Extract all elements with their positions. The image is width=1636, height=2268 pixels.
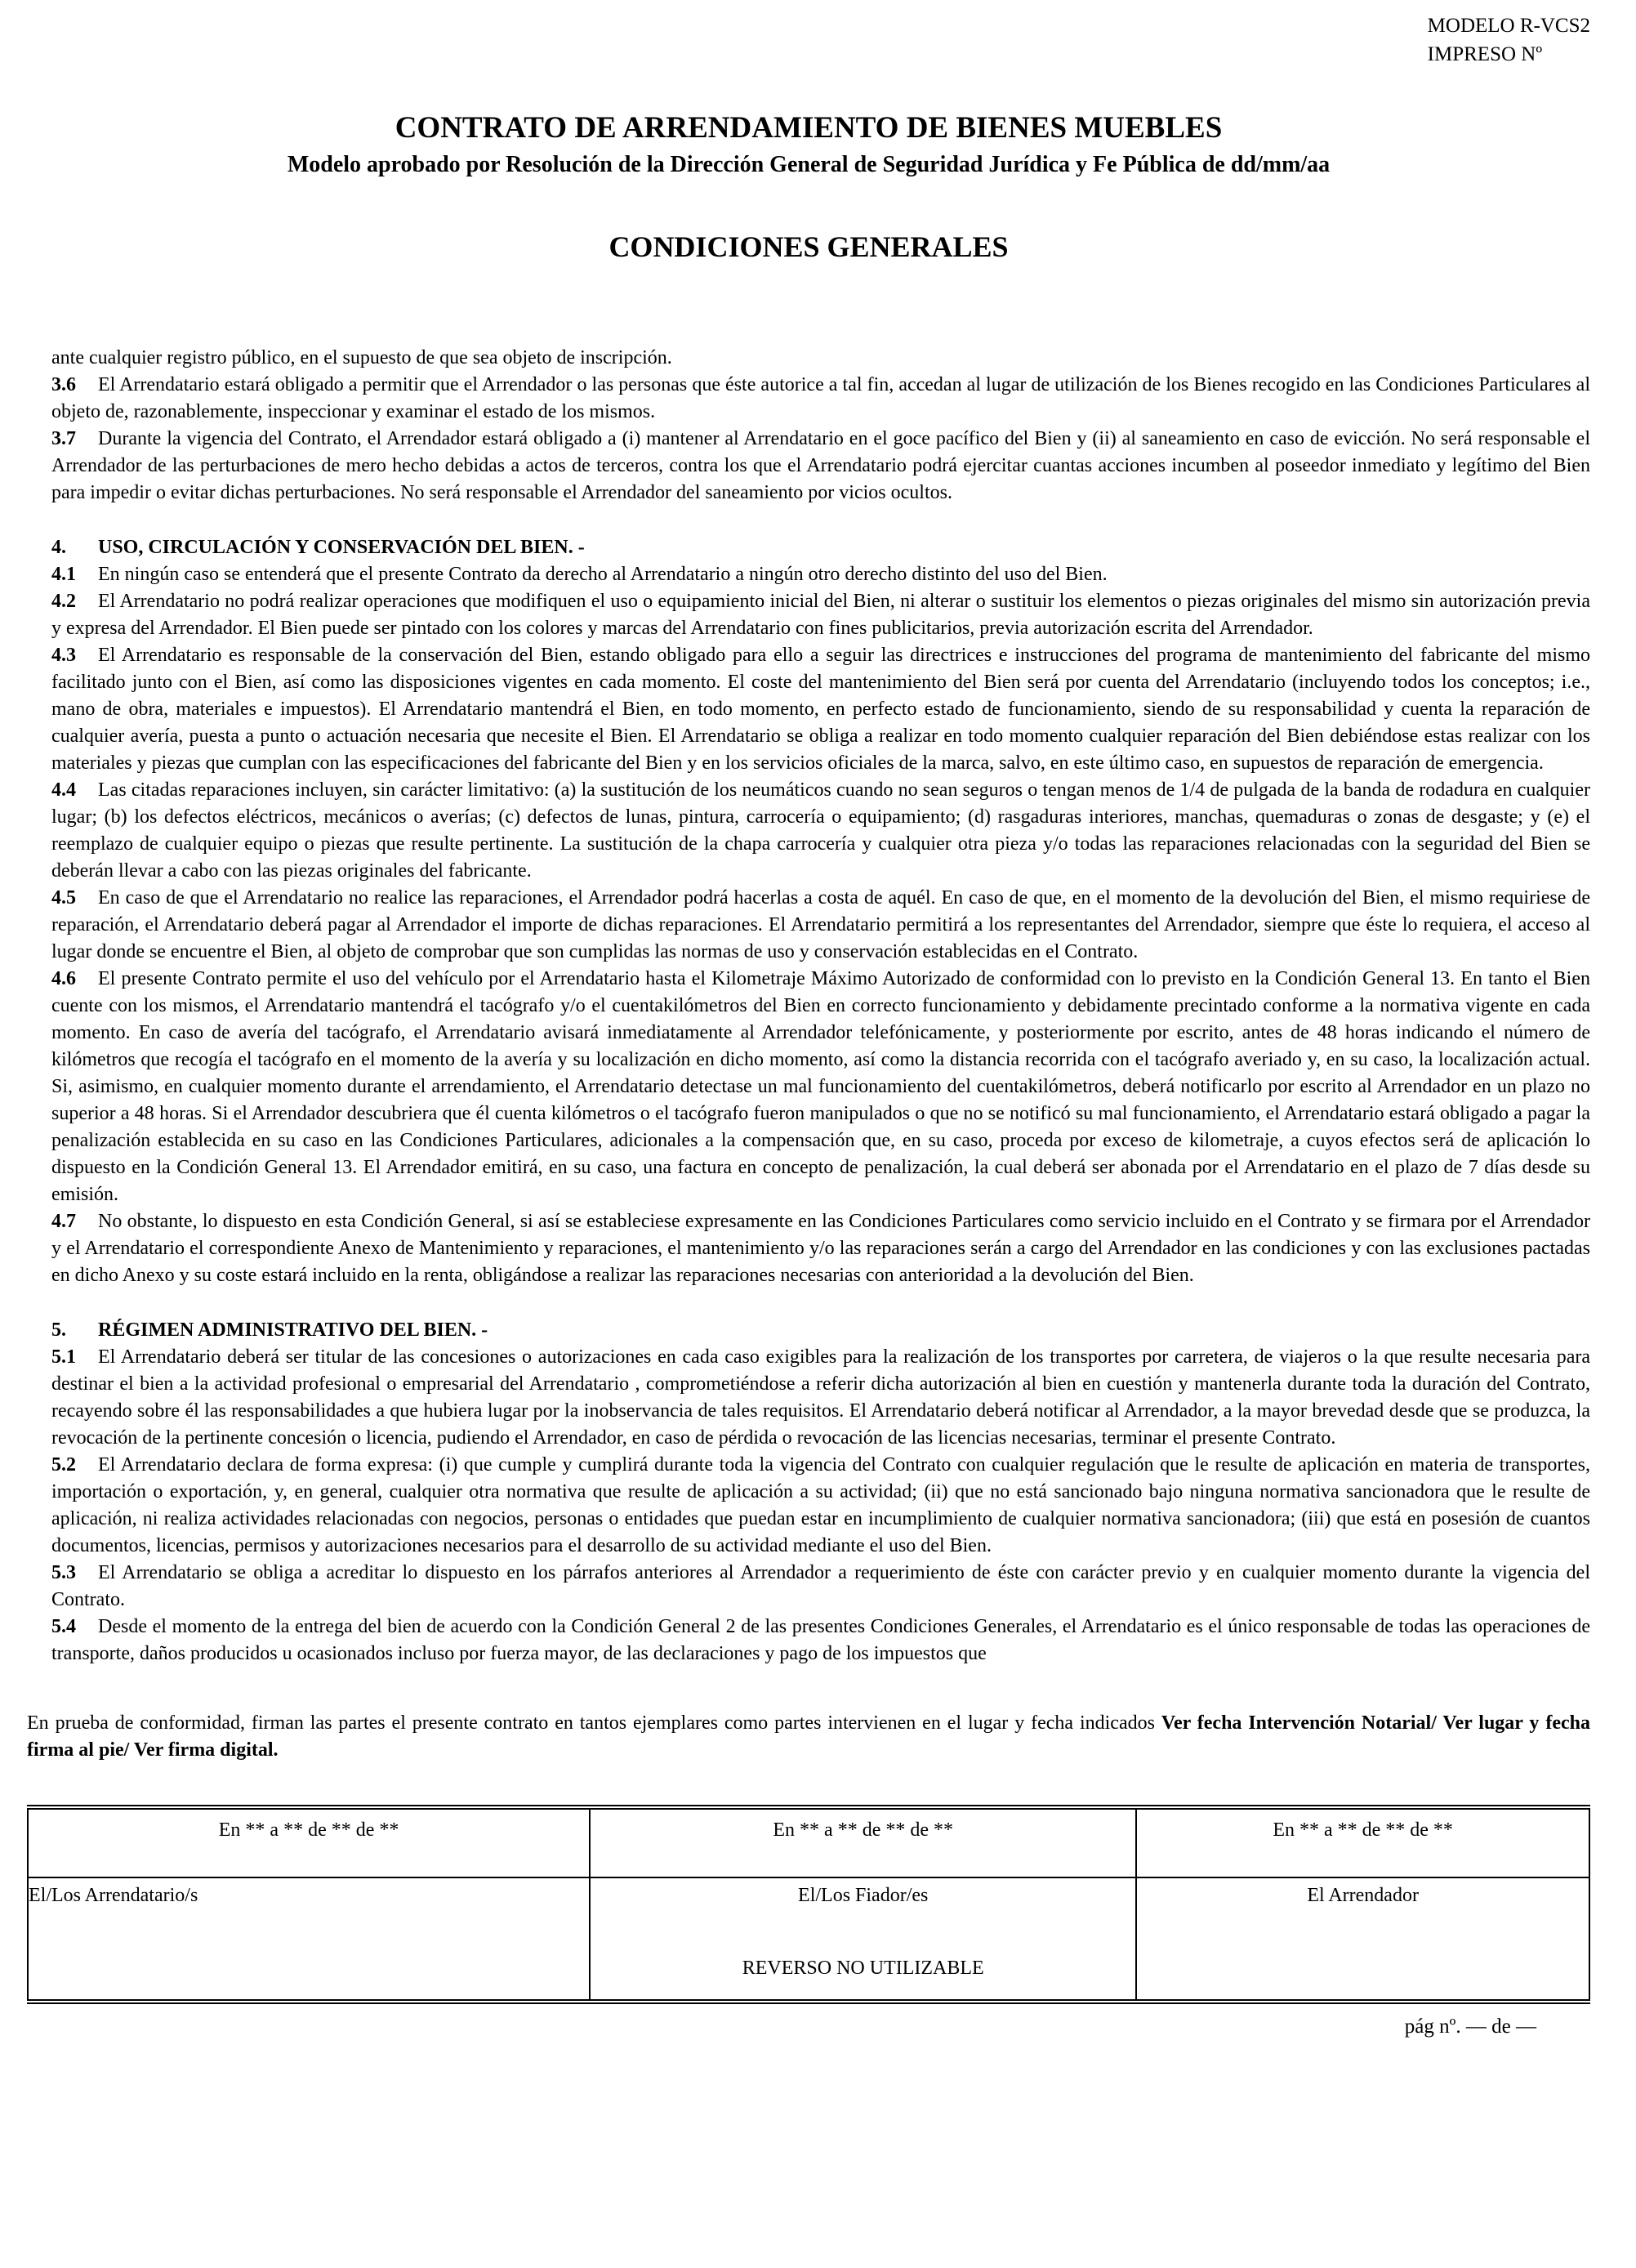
closing-text: En prueba de conformidad, firman las partes el presente contrato en tantos ejemplares como partes intervienen en el lugar y fecha indicados bbox=[27, 1712, 1161, 1734]
clause-text: El presente Contrato permite el uso del vehículo por el Arrendatario hasta el Kilometraje Máximo Autorizado de conformidad con lo previsto en la Condición General 13. En tanto el Bien cuente con los mismos, el Arrendatario mantendrá el tacógrafo y/o el cuentakilómetros del Bien en correcto funcionamiento y debidamente precintado conforme a la normativa vigente en cada momento. En caso de avería del tacógrafo, el Arrendatario avisará inmediatamente al Arrendador telefónicamente, y posteriormente por escrito, antes de 48 horas indicando el número de kilómetros que recogía el tacógrafo en el momento de la avería y su localización en dicho momento, así como la distancia recorrida con el tacógrafo averiado y, en su caso, la localización actual. Si, asimismo, en cualquier momento durante el arrendamiento, el Arrendatario detectase un mal funcionamiento del cuentakilómetros, deberá notificarlo por escrito al Arrendador en un plazo no superior a 48 horas. Si el Arrendador descubriera que él cuenta kilómetros o el tacógrafo fueron manipulados o que no se notificó su mal funcionamiento, el Arrendatario estará obligado a pagar la penalización establecida en su caso en las Condiciones Particulares, adicionales a la compensación que, en su caso, proceda por exceso de kilometraje, a cuyos efectos será de aplicación lo dispuesto en la Condición General 13. El Arrendador emitirá, en su caso, una factura en concepto de penalización, la cual deberá ser abonada por el Arrendatario en el plazo de 7 días desde su emisión. bbox=[51, 968, 1590, 1205]
clause-number: 4.6 bbox=[51, 968, 76, 989]
clause-5-4 bbox=[51, 1614, 1590, 1668]
clause-4-4 bbox=[51, 777, 1590, 885]
section-4-heading bbox=[51, 534, 1590, 561]
clause-text: Las citadas reparaciones incluyen, sin carácter limitativo: (a) la sustitución de los neumáticos cuando no sean seguros o tengan menos de 1/4 de pulgada de la banda de rodadura en cualquier lugar; (b) los defectos eléctricos, mecánicos o averías; (c) defectos de lunas, pintura, carrocería o equipamiento; (d) rasgaduras interiores, manchas, quemaduras o zonas de desgaste; y (e) el reemplazo de cualquier equipo o piezas que resulte pertinente. La sustitución de la chapa carrocería y cualquier otra pieza y/o todas las reparaciones relacionadas con la seguridad del Bien se deberán llevar a cabo con las piezas originales del fabricante. bbox=[51, 779, 1590, 882]
clause-text: En ningún caso se entenderá que el presente Contrato da derecho al Arrendatario a ningún otro derecho distinto del uso del Bien. bbox=[98, 564, 1108, 585]
clause-5-3 bbox=[51, 1560, 1590, 1614]
clause-4-2 bbox=[51, 588, 1590, 642]
signature-party-row bbox=[28, 1877, 1589, 2002]
contract-body bbox=[51, 345, 1590, 1668]
clause-3-6 bbox=[51, 372, 1590, 426]
party-label-fiador: El/Los Fiador/es bbox=[798, 1885, 929, 1906]
document-title: CONTRATO DE ARRENDAMIENTO DE BIENES MUEBLES bbox=[395, 111, 1223, 145]
document-subtitle: Modelo aprobado por Resolución de la Dirección General de Seguridad Jurídica y Fe Pública de dd/mm/aa bbox=[287, 152, 1331, 177]
document-header bbox=[27, 11, 1590, 69]
clause-text: El Arrendatario no podrá realizar operaciones que modifiquen el uso o equipamiento inicial del Bien, ni alterar o sustituir los elementos o piezas originales del mismo sin autorización previa y expresa del Arrendador. El Bien puede ser pintado con los colores y marcas del Arrendatario con fines publicitarios, previa autorización escrita del Arrendador. bbox=[51, 591, 1590, 639]
clause-number: 3.7 bbox=[51, 428, 76, 449]
clause-text: El Arrendatario se obliga a acreditar lo dispuesto en los párrafos anteriores al Arrendador a requerimiento de éste con carácter previo y en cualquier momento durante la vigencia del Contrato. bbox=[51, 1562, 1590, 1610]
clause-text: El Arrendatario deberá ser titular de las concesiones o autorizaciones en cada caso exigibles para la realización de los transportes por carretera, de viajeros o la que resulte necesaria para destinar el bien a la actividad profesional o empresarial del Arrendatario , comprometiéndose a referir dicha autorización al bien en cuestión y mantenerla durante toda la duración del Contrato, recayendo sobre él las responsabilidades a que hubiera lugar por la inobservancia de tales requisitos. El Arrendatario deberá notificar al Arrendador, a la mayor brevedad desde que se produzca, la revocación de la pertinente concesión o licencia, pudiendo el Arrendador, en caso de pérdida o revocación de las licencias necesarias, terminar el presente Contrato. bbox=[51, 1346, 1590, 1449]
clause-4-3 bbox=[51, 642, 1590, 777]
clause-number: 4.2 bbox=[51, 591, 76, 612]
clause-number: 5.3 bbox=[51, 1562, 76, 1583]
clause-4-1 bbox=[51, 561, 1590, 588]
clause-4-5 bbox=[51, 885, 1590, 966]
clause-5-1 bbox=[51, 1344, 1590, 1452]
clause-number: 4.3 bbox=[51, 645, 76, 666]
clause-number: 5.1 bbox=[51, 1346, 76, 1368]
clause-number: 4.1 bbox=[51, 564, 76, 585]
reverse-not-usable-note: REVERSO NO UTILIZABLE bbox=[742, 1958, 984, 1979]
party-label-arrendador: El Arrendador bbox=[1307, 1885, 1419, 1906]
clause-text: El Arrendatario declara de forma expresa: (i) que cumple y cumplirá durante toda la vigencia del Contrato con cualquier regulación que le resulte de aplicación en materia de transportes, importación o exportación, y, en general, cualquier otra normativa que resulte de aplicación a su actividad; (ii) que no está sancionado bajo ninguna normativa sancionadora que le resulte de aplicación, ni realiza actividades relacionadas con negocios, personas o entidades que puedan estar en incumplimiento de cualquier normativa sancionadora; (iii) que está en posesión de cuantos documentos, licencias, permisos y autorizaciones necesarios para el desarrollo de su actividad mediante el uso del Bien. bbox=[51, 1454, 1590, 1556]
clause-number: 5.4 bbox=[51, 1616, 76, 1637]
clause-text: No obstante, lo dispuesto en esta Condición General, si así se estableciese expresamente en las Condiciones Particulares como servicio incluido en el Contrato y se firmara por el Arrendador y el Arrendatario el correspondiente Anexo de Mantenimiento y reparaciones, el mantenimiento y/o las reparaciones serán a cargo del Arrendador en las condiciones y con las exclusiones pactadas en dicho Anexo y su coste estará incluido en la renta, obligándose a realizar las reparaciones necesarias con anterioridad a la devolución del Bien. bbox=[51, 1211, 1590, 1286]
section-title: RÉGIMEN ADMINISTRATIVO DEL BIEN. - bbox=[98, 1319, 488, 1341]
clause-number: 4.4 bbox=[51, 779, 76, 801]
clause-4-7 bbox=[51, 1208, 1590, 1289]
date-cell-fiador: En ** a ** de ** de ** bbox=[590, 1807, 1136, 1877]
closing-statement bbox=[27, 1710, 1590, 1764]
party-cell-fiador bbox=[590, 1877, 1136, 2002]
signature-table bbox=[27, 1805, 1590, 2004]
signature-date-row bbox=[28, 1807, 1589, 1877]
section-title: USO, CIRCULACIÓN Y CONSERVACIÓN DEL BIEN. - bbox=[98, 537, 585, 558]
printed-number-label: IMPRESO Nº bbox=[1427, 43, 1543, 65]
page-number-footer: pág nº. — de — bbox=[1404, 2016, 1536, 2038]
clause-text: En caso de que el Arrendatario no realice las reparaciones, el Arrendador podrá hacerlas a costa de aquél. En caso de que, en el momento de la devolución del Bien, el mismo requiriese de reparación, el Arrendatario deberá pagar al Arrendador el importe de dichas reparaciones. El Arrendatario permitirá a los representantes del Arrendador, siempre que éste lo requiera, el acceso al lugar donde se encuentre el Bien, al objeto de comprobar que son cumplidas las normas de uso y conservación establecidas en el Contrato. bbox=[51, 887, 1590, 962]
section-number: 4. bbox=[51, 537, 66, 558]
date-cell-arrendatario: En ** a ** de ** de ** bbox=[28, 1807, 590, 1877]
closing-signature-instructions: Ver fecha Intervención Notarial/ Ver lugar y fecha firma al pie/ Ver firma digital. bbox=[27, 1712, 1590, 1761]
general-conditions-heading: CONDICIONES GENERALES bbox=[608, 230, 1009, 263]
date-cell-arrendador: En ** a ** de ** de ** bbox=[1136, 1807, 1589, 1877]
party-label-arrendatario: El/Los Arrendatario/s bbox=[29, 1885, 198, 1906]
party-cell-arrendatario bbox=[28, 1877, 590, 2002]
clause-text: Desde el momento de la entrega del bien de acuerdo con la Condición General 2 de las presentes Condiciones Generales, el Arrendatario es el único responsable de todas las operaciones de transporte, daños producidos u ocasionados incluso por fuerza mayor, de las declaraciones y pago de los impuestos que bbox=[51, 1616, 1590, 1664]
clause-text: El Arrendatario es responsable de la conservación del Bien, estando obligado para ello a seguir las directrices e instrucciones del programa de mantenimiento del fabricante del mismo facilitado junto con el Bien, así como las disposiciones vigentes en cada momento. El coste del mantenimiento del Bien será por cuenta del Arrendatario (incluyendo todos los conceptos; i.e., mano de obra, materiales e impuestos). El Arrendatario mantendrá el Bien, en todo momento, en perfecto estado de funcionamiento, siendo de su responsabilidad y cuenta la reparación de cualquier avería, puesta a punto o actuación necesaria que necesite el Bien. El Arrendatario se obliga a realizar en todo momento cualquier reparación del Bien debiéndose estas realizar con los materiales y piezas que cumplan con las especificaciones del fabricante del Bien y en los servicios oficiales de la marca, salvo, en este último caso, en supuestos de reparación de emergencia. bbox=[51, 645, 1590, 774]
clause-text: Durante la vigencia del Contrato, el Arrendador estará obligado a (i) mantener al Arrendatario en el goce pacífico del Bien y (ii) al saneamiento en caso de evicción. No será responsable el Arrendador de las perturbaciones de mero hecho debidas a actos de terceros, contra los que el Arrendatario podrá ejercitar cuantas acciones incumben al poseedor inmediato y legítimo del Bien para impedir o evitar dichas perturbaciones. No será responsable el Arrendador del saneamiento por vicios ocultos. bbox=[51, 428, 1590, 503]
section-5-heading bbox=[51, 1317, 1590, 1344]
intro-fragment: ante cualquier registro público, en el supuesto de que sea objeto de inscripción. bbox=[51, 347, 672, 368]
clause-number: 5.2 bbox=[51, 1454, 76, 1476]
model-reference: MODELO R-VCS2 bbox=[1427, 15, 1590, 37]
clause-number: 4.5 bbox=[51, 887, 76, 909]
clause-number: 3.6 bbox=[51, 374, 76, 395]
clause-number: 4.7 bbox=[51, 1211, 76, 1232]
party-cell-arrendador bbox=[1136, 1877, 1589, 2002]
clause-5-2 bbox=[51, 1452, 1590, 1560]
clause-4-6 bbox=[51, 966, 1590, 1208]
section-number: 5. bbox=[51, 1319, 66, 1341]
clause-3-7 bbox=[51, 426, 1590, 507]
clause-text: El Arrendatario estará obligado a permitir que el Arrendador o las personas que éste autorice a tal fin, accedan al lugar de utilización de los Bienes recogido en las Condiciones Particulares al objeto de, razonablemente, inspeccionar y examinar el estado de los mismos. bbox=[51, 374, 1590, 422]
